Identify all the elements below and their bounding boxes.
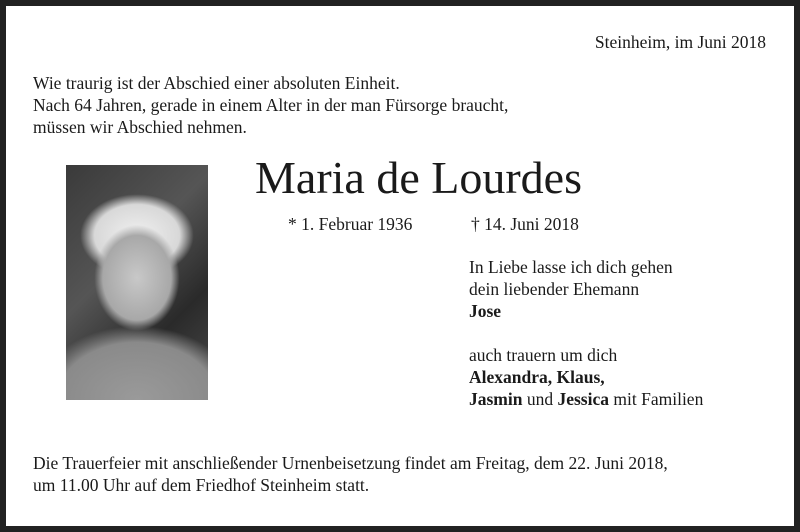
mourner-name: Jessica	[557, 389, 610, 409]
funeral-info	[33, 452, 668, 496]
intro-line: Wie traurig ist der Abschied einer absoluten Einheit.	[33, 73, 400, 93]
signature-line: auch trauern um dich	[469, 345, 618, 365]
intro-line: Nach 64 Jahren, gerade in einem Alter in der man Fürsorge braucht,	[33, 95, 509, 115]
place-date: Steinheim, im Juni 2018	[594, 32, 766, 52]
signature-line: dein liebender Ehemann	[469, 279, 640, 299]
intro-line: müssen wir Abschied nehmen.	[33, 117, 247, 137]
deceased-name: Maria de Lourdes	[255, 152, 582, 203]
families-suffix: mit Familien	[613, 389, 704, 409]
funeral-line: Die Trauerfeier mit anschließender Urnenbeisetzung findet am Freitag, dem 22. Juni 2018,	[33, 453, 668, 473]
signature-block	[469, 256, 703, 410]
intro-text	[33, 72, 508, 138]
husband-name: Jose	[469, 301, 502, 321]
mourner-name: Jasmin	[469, 389, 523, 409]
funeral-line: um 11.00 Uhr auf dem Friedhof Steinheim statt.	[33, 475, 370, 495]
portrait-photo	[66, 165, 208, 400]
conjunction: und	[526, 389, 554, 409]
mourner-names: Alexandra, Klaus,	[469, 367, 605, 387]
death-date: † 14. Juni 2018	[471, 214, 579, 234]
signature-line: In Liebe lasse ich dich gehen	[469, 257, 673, 277]
birth-date: * 1. Februar 1936	[288, 214, 413, 234]
